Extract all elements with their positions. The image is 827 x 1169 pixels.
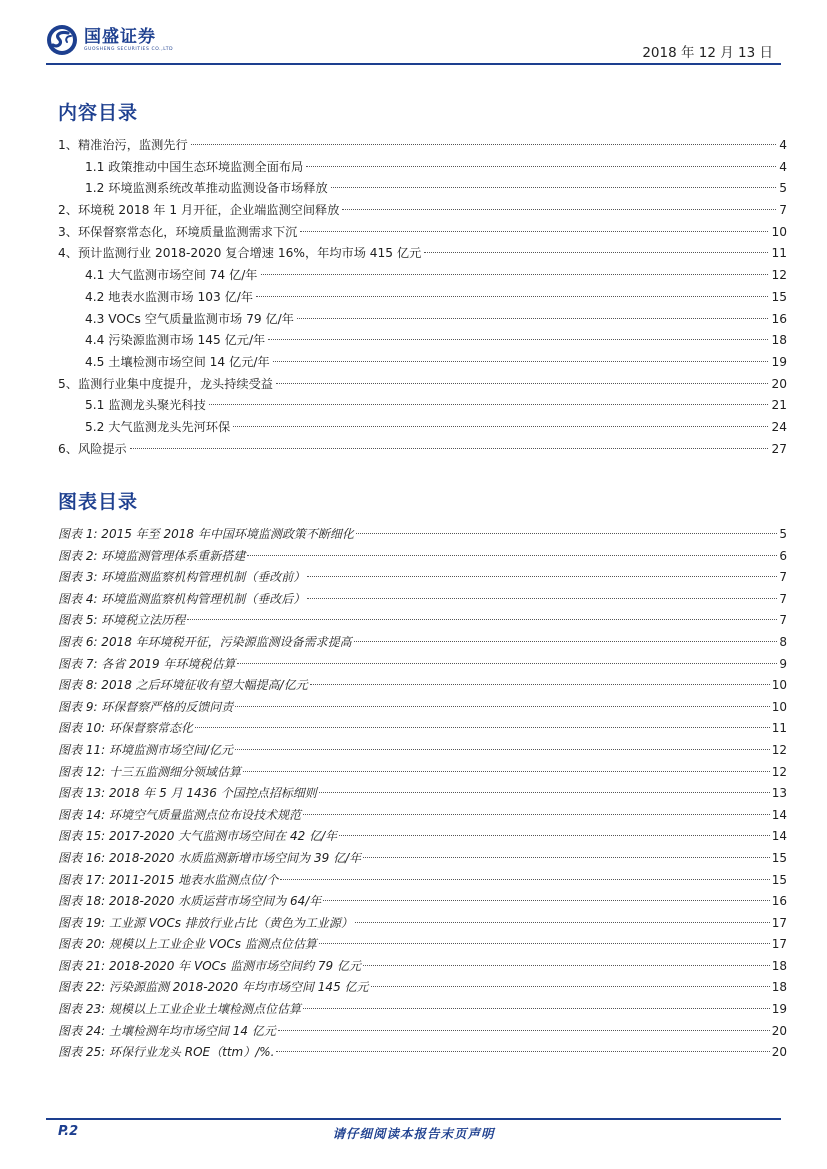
dot-leader (342, 209, 776, 210)
figure-entry-label: 图表 5: 环境税立法历程 (58, 613, 186, 628)
figure-entry[interactable] (58, 977, 787, 999)
figure-entry[interactable] (58, 632, 787, 654)
figure-entry-label: 图表 14: 环境空气质量监测点位布设技术规范 (58, 807, 301, 822)
figure-entry[interactable] (58, 870, 787, 892)
toc-title: 内容目录 (58, 102, 139, 124)
dot-leader (235, 706, 769, 707)
toc-entry[interactable] (58, 439, 787, 461)
logo-name-cn: 国盛证券 (84, 27, 156, 47)
dot-leader (195, 727, 770, 728)
page-header (0, 0, 827, 72)
figure-entry-page: 10 (771, 699, 787, 714)
figure-entry-label: 图表 22: 污染源监测 2018-2020 年均市场空间 145 亿元 (58, 980, 369, 995)
dot-leader (280, 879, 770, 880)
figure-entry-page: 19 (771, 1002, 787, 1017)
toc-entry[interactable] (58, 287, 787, 309)
toc-entry-label: 5、监测行业集中度提升，龙头持续受益 (58, 376, 273, 391)
dot-leader (276, 383, 769, 384)
toc-entry-label: 4.2 地表水监测市场 103 亿/年 (85, 289, 254, 304)
figure-entry-page: 8 (779, 634, 787, 649)
dot-leader (261, 274, 769, 275)
dot-leader (319, 792, 770, 793)
figure-entry-page: 7 (779, 591, 787, 606)
figure-entry-label: 图表 18: 2018-2020 水质运营市场空间为 64/年 (58, 894, 322, 909)
figure-entry-label: 图表 21: 2018-2020 年 VOCs 监测市场空间约 79 亿元 (58, 958, 361, 973)
figure-entry-page: 7 (779, 570, 787, 585)
figure-entry-page: 17 (771, 937, 787, 952)
figure-entry-page: 17 (771, 915, 787, 930)
toc-entry-label: 5.2 大气监测龙头先河环保 (85, 419, 231, 434)
toc-entry-label: 4.1 大气监测市场空间 74 亿/年 (85, 268, 258, 283)
toc-entry[interactable] (58, 374, 787, 396)
figure-entry-label: 图表 15: 2017-2020 大气监测市场空间在 42 亿/年 (58, 829, 338, 844)
dot-leader (247, 555, 777, 556)
company-logo (46, 24, 173, 56)
toc-entry-label: 5.1 监测龙头聚光科技 (85, 398, 206, 413)
figure-entry-page: 20 (771, 1023, 787, 1038)
figure-entry[interactable] (58, 1042, 787, 1064)
figure-entry[interactable] (58, 546, 787, 568)
dot-leader (355, 922, 770, 923)
dot-leader (273, 361, 769, 362)
toc-entry[interactable] (58, 222, 787, 244)
dot-leader (424, 252, 768, 253)
toc-entry-page: 19 (771, 354, 787, 369)
toc-entry-label: 1.1 政策推动中国生态环境监测全面布局 (85, 159, 304, 174)
logo-name-en: GUOSHENG SECURITIES CO.,LTD (84, 47, 174, 52)
figure-entry-label: 图表 2: 环境监测管理体系重新搭建 (58, 548, 246, 563)
toc-entry[interactable] (58, 178, 787, 200)
toc-entry[interactable] (58, 395, 787, 417)
dot-leader (237, 663, 777, 664)
figure-entry-label: 图表 1: 2015 年至 2018 年中国环境监测政策不断细化 (58, 527, 354, 541)
dot-leader (356, 533, 778, 534)
toc-entry-label: 3、环保督察常态化，环境质量监测需求下沉 (58, 224, 298, 239)
dot-leader (297, 318, 769, 319)
toc-entry[interactable] (58, 309, 787, 331)
figure-entry-label: 图表 8: 2018 之后环境征收有望大幅提高/亿元 (58, 678, 308, 693)
dot-leader (300, 231, 768, 232)
toc-entry[interactable] (58, 157, 787, 179)
toc-entry-page: 4 (779, 159, 787, 174)
dot-leader (363, 857, 770, 858)
toc-entry-label: 4.4 污染源监测市场 145 亿元/年 (85, 333, 266, 348)
figure-entry-page: 11 (771, 721, 787, 736)
toc-entry-label: 1、精准治污，监测先行 (58, 138, 188, 152)
figure-entry-label: 图表 7: 各省 2019 年环境税估算 (58, 656, 236, 671)
dot-leader (307, 598, 777, 599)
figure-entry[interactable] (58, 675, 787, 697)
figure-entry-page: 5 (779, 527, 787, 541)
toc-entry-page: 21 (771, 398, 787, 413)
toc-entry-page: 20 (771, 376, 787, 391)
dot-leader (306, 166, 776, 167)
dot-leader (331, 187, 777, 188)
figure-entry[interactable] (58, 956, 787, 978)
figure-entry[interactable] (58, 589, 787, 611)
toc-entry[interactable] (58, 352, 787, 374)
dot-leader (243, 771, 770, 772)
guosheng-logo-icon (46, 24, 78, 56)
toc-entry-label: 4、预计监测行业 2018-2020 复合增速 16%，年均市场 415 亿元 (58, 246, 422, 261)
figure-entry-page: 18 (771, 980, 787, 995)
figure-entry[interactable] (58, 610, 787, 632)
footer-disclaimer: 请仔细阅读本报告末页声明 (332, 1126, 495, 1141)
dot-leader (319, 943, 770, 944)
figure-entry[interactable] (58, 1021, 787, 1043)
figure-entry[interactable] (58, 913, 787, 935)
toc-entry-page: 24 (771, 419, 787, 434)
toc-entry-page: 16 (771, 311, 787, 326)
figure-list-title: 图表目录 (58, 491, 139, 513)
figure-entry[interactable] (58, 891, 787, 913)
figure-entry[interactable] (58, 740, 787, 762)
toc-entry[interactable] (58, 200, 787, 222)
dot-leader (303, 1008, 770, 1009)
figure-entry[interactable] (58, 524, 787, 546)
figure-entry-label: 图表 17: 2011-2015 地表水监测点位/个 (58, 872, 279, 887)
figure-entry-page: 9 (779, 656, 787, 671)
page-number: P.2 (58, 1124, 79, 1139)
toc-entry-page: 15 (771, 289, 787, 304)
toc-entry-page: 11 (771, 246, 787, 261)
figure-entry-label: 图表 12: 十三五监测细分领域估算 (58, 764, 241, 779)
dot-leader (233, 426, 768, 427)
figure-entry[interactable] (58, 654, 787, 676)
figure-entry-page: 18 (771, 958, 787, 973)
figure-entry-label: 图表 10: 环保督察常态化 (58, 721, 193, 736)
dot-leader (307, 576, 777, 577)
toc-entry-label: 1.2 环境监测系统改革推动监测设备市场释放 (85, 181, 328, 196)
toc-entry[interactable] (58, 135, 787, 157)
dot-leader (235, 749, 770, 750)
dot-leader (371, 986, 770, 987)
figure-entry-label: 图表 16: 2018-2020 水质监测新增市场空间为 39 亿/年 (58, 850, 362, 865)
figure-entry-label: 图表 20: 规模以上工业企业 VOCs 监测点位估算 (58, 937, 317, 952)
figure-entry-page: 14 (771, 807, 787, 822)
dot-leader (354, 641, 778, 642)
dot-leader (256, 296, 768, 297)
figure-entry[interactable] (58, 848, 787, 870)
figure-entry-page: 14 (771, 829, 787, 844)
dot-leader (278, 1030, 770, 1031)
dot-leader (303, 814, 770, 815)
dot-leader (276, 1051, 769, 1052)
toc-entry[interactable] (58, 243, 787, 265)
toc-entry-page: 7 (779, 203, 787, 218)
report-date: 2018 年 12 月 13 日 (642, 45, 773, 61)
dot-leader (339, 835, 770, 836)
toc-entry[interactable] (58, 265, 787, 287)
toc-entry-page: 10 (771, 224, 787, 239)
toc-entry-label: 6、风险提示 (58, 441, 127, 456)
dot-leader (130, 448, 769, 449)
figure-entry[interactable] (58, 783, 787, 805)
figure-entry[interactable] (58, 697, 787, 719)
figure-entry[interactable] (58, 762, 787, 784)
figure-entry-label: 图表 4: 环境监测监察机构管理机制（垂改后） (58, 591, 306, 606)
toc-entry-page: 4 (779, 138, 787, 152)
figure-entry-page: 12 (771, 742, 787, 757)
table-of-contents (58, 135, 787, 460)
dot-leader (323, 900, 769, 901)
figure-entry-page: 13 (771, 786, 787, 801)
figure-entry[interactable] (58, 805, 787, 827)
toc-entry-label: 2、环境税 2018 年 1 月开征，企业端监测空间释放 (58, 203, 340, 218)
figure-entry-label: 图表 23: 规模以上工业企业土壤检测点位估算 (58, 1002, 301, 1017)
figure-entry-page: 16 (771, 894, 787, 909)
dot-leader (191, 144, 777, 145)
dot-leader (268, 339, 768, 340)
figure-entry[interactable] (58, 934, 787, 956)
figure-entry-label: 图表 3: 环境监测监察机构管理机制（垂改前） (58, 570, 306, 585)
figure-entry-page: 20 (771, 1045, 787, 1060)
figure-entry[interactable] (58, 999, 787, 1021)
figure-entry[interactable] (58, 826, 787, 848)
toc-entry[interactable] (58, 417, 787, 439)
dot-leader (310, 684, 770, 685)
figure-entry[interactable] (58, 567, 787, 589)
header-rule (46, 63, 781, 65)
figure-entry-label: 图表 24: 土壤检测年均市场空间 14 亿元 (58, 1023, 276, 1038)
figure-entry-page: 7 (779, 613, 787, 628)
toc-entry-page: 12 (771, 268, 787, 283)
figure-entry-label: 图表 6: 2018 年环境税开征，污染源监测设备需求提高 (58, 634, 352, 649)
dot-leader (187, 619, 777, 620)
toc-entry-label: 4.3 VOCs 空气质量监测市场 79 亿/年 (85, 311, 294, 326)
toc-entry-page: 27 (771, 441, 787, 456)
figure-entry-label: 图表 13: 2018 年 5 月 1436 个国控点招标细则 (58, 786, 317, 801)
figure-entry-page: 15 (771, 850, 787, 865)
toc-entry-label: 4.5 土壤检测市场空间 14 亿元/年 (85, 354, 270, 369)
figure-entry-label: 图表 11: 环境监测市场空间/亿元 (58, 742, 233, 757)
figure-list (58, 524, 787, 1064)
figure-entry-label: 图表 19: 工业源 VOCs 排放行业占比（黄色为工业源） (58, 915, 353, 930)
figure-entry-label: 图表 9: 环保督察严格的反馈问责 (58, 699, 234, 714)
dot-leader (209, 404, 769, 405)
figure-entry[interactable] (58, 718, 787, 740)
figure-entry-page: 6 (779, 548, 787, 563)
dot-leader (363, 965, 770, 966)
figure-entry-label: 图表 25: 环保行业龙头 ROE（ttm）/%. (58, 1045, 275, 1060)
toc-entry-page: 5 (779, 181, 787, 196)
footer-rule (46, 1118, 781, 1120)
toc-entry[interactable] (58, 330, 787, 352)
figure-entry-page: 10 (771, 678, 787, 693)
figure-entry-page: 12 (771, 764, 787, 779)
toc-entry-page: 18 (771, 333, 787, 348)
figure-entry-page: 15 (771, 872, 787, 887)
